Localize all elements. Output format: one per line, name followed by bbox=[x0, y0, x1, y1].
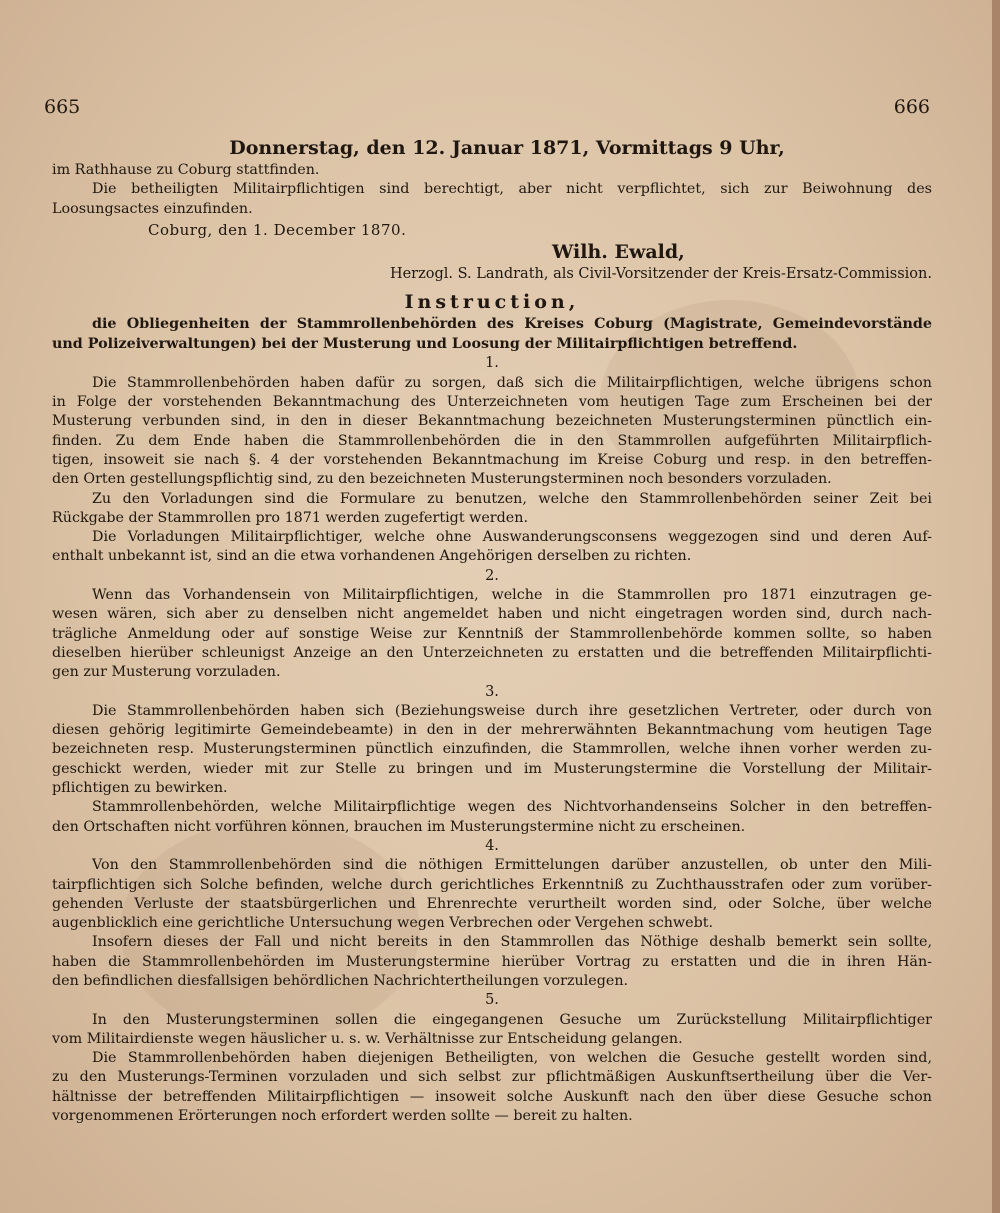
signature-name: Wilh. Ewald, bbox=[552, 241, 685, 264]
announcement-location: im Rathhause zu Coburg stattfinden. bbox=[52, 162, 320, 178]
paragraph-line: den Orten gestellungspflichtig sind, zu den bezeichneten Musterungsterminen noch besonders vorzuladen. bbox=[52, 471, 832, 488]
paragraph-line: Rückgabe der Stammrollen pro 1871 werden zugefertigt werden. bbox=[52, 509, 529, 526]
paragraph-line: Insofern dieses der Fall und nicht bereits in den Stammrollen das Nöthige deshalb bemerkt sein sollte, bbox=[92, 934, 932, 951]
paragraph-line: tairpflichtigen sich Solche befinden, welche durch gerichtliches Erkenntniß zu Zuchthausstrafen oder zum vorüber- bbox=[52, 876, 932, 893]
paragraph-line: Von den Stammrollenbehörden sind die nöthigen Ermittelungen darüber anzustellen, ob unter den Mili- bbox=[92, 857, 932, 874]
paragraph-line: Die Vorladungen Militairpflichtiger, welche ohne Auswanderungsconsens weggezogen sind und deren Auf- bbox=[92, 529, 932, 546]
paragraph-line: haben die Stammrollenbehörden im Musterungstermine hierüber Vortrag zu erstatten und die in ihren Hän- bbox=[52, 953, 932, 970]
document-content bbox=[52, 136, 932, 1126]
instruction-subtitle-line: die Obliegenheiten der Stammrollenbehörden des Kreises Coburg (Magistrate, Gemeindevorstände bbox=[92, 316, 932, 333]
announcement-heading: Donnerstag, den 12. Januar 1871, Vormittags 9 Uhr, bbox=[229, 137, 785, 159]
section-number: 1. bbox=[485, 355, 499, 372]
paragraph-line: Musterung verbunden sind, in den in dieser Bekanntmachung bezeichneten Musterungsterminen pünctlich ein- bbox=[52, 413, 932, 430]
paragraph-line: enthalt unbekannt ist, sind an die etwa vorhandenen Angehörigen derselben zu richten. bbox=[52, 548, 692, 565]
signature-title: Herzogl. S. Landrath, als Civil-Vorsitzender der Kreis-Ersatz-Commission. bbox=[389, 266, 932, 283]
paragraph-line: Wenn das Vorhandensein von Militairpflichtigen, welche in die Stammrollen pro 1871 einzutragen ge- bbox=[92, 587, 932, 604]
paragraph-line: zu den Musterungs-Terminen vorzuladen und sich selbst zur pflichtmäßigen Auskunftsertheilung über die Ver- bbox=[52, 1069, 932, 1086]
announcement-date: Coburg, den 1. December 1870. bbox=[148, 220, 407, 239]
paragraph-line: den Ortschaften nicht vorführen können, brauchen im Musterungstermine nicht zu erscheinen. bbox=[52, 818, 746, 835]
paragraph-line: hältnisse der betreffenden Militairpflichtigen — insoweit solche Auskunft nach den über diese Gesuche schon bbox=[52, 1088, 932, 1105]
paragraph-line: geschickt werden, wieder mit zur Stelle zu bringen und im Musterungstermine die Vorstellung der Militair- bbox=[52, 760, 932, 777]
paragraph-line: bezeichneten resp. Musterungsterminen pünctlich einzufinden, die Stammrollen, welche ihnen vorher werden zu- bbox=[52, 741, 932, 758]
section-number: 3. bbox=[485, 683, 499, 700]
section-number: 4. bbox=[485, 837, 499, 854]
paragraph-line: Zu den Vorladungen sind die Formulare zu benutzen, welche den Stammrollenbehörden seiner Zeit bei bbox=[92, 490, 932, 507]
paragraph-line: wesen wären, sich aber zu denselben nicht angemeldet haben und nicht eingetragen worden sind, durch nach- bbox=[52, 606, 932, 623]
paragraph-line: gen zur Musterung vorzuladen. bbox=[52, 664, 281, 681]
announcement-body-line: Loosungsactes einzufinden. bbox=[52, 200, 253, 217]
paragraph-line: vom Militairdienste wegen häuslicher u. s. w. Verhältnisse zur Entscheidung gelangen. bbox=[52, 1030, 683, 1047]
announcement-body-line: Die betheiligten Militairpflichtigen sind berechtigt, aber nicht verpflichtet, sich zur Beiwohnung des bbox=[92, 181, 932, 198]
instruction-subtitle-line: und Polizeiverwaltungen) bei der Musterung und Loosung der Militairpflichtigen betreffend. bbox=[52, 335, 798, 352]
paragraph-line: Die Stammrollenbehörden haben diejenigen Betheiligten, von welchen die Gesuche gestellt worden sind, bbox=[92, 1050, 932, 1067]
paragraph-line: finden. Zu dem Ende haben die Stammrollenbehörden die in den Stammrollen aufgeführten Militairpflich- bbox=[52, 432, 932, 449]
paragraph-line: in Folge der vorstehenden Bekanntmachung des Unterzeichneten vom heutigen Tage zum Erscheinen bei der bbox=[52, 394, 932, 411]
paragraph-line: gehenden Verluste der staatsbürgerlichen und Ehrenrechte verurtheilt worden sind, oder Solche, über welche bbox=[52, 895, 932, 912]
paragraph-line: diesen gehörig legitimirte Gemeindebeamte) in den in der mehrerwähnten Bekanntmachung vom heutigen Tage bbox=[52, 722, 932, 739]
paragraph-line: pflichtigen zu bewirken. bbox=[52, 780, 228, 797]
paragraph-line: Stammrollenbehörden, welche Militairpflichtige wegen des Nichtvorhandenseins Solcher in den betreffen- bbox=[92, 799, 932, 816]
paragraph-line: trägliche Anmeldung oder auf sonstige Weise zur Kenntniß der Stammrollenbehörde kommen sollte, so haben bbox=[52, 625, 932, 642]
page-number-left: 665 bbox=[44, 96, 81, 118]
section-number: 5. bbox=[485, 992, 499, 1009]
paragraph-line: Die Stammrollenbehörden haben dafür zu sorgen, daß sich die Militairpflichtigen, welche übrigens schon bbox=[92, 374, 932, 391]
instruction-sections bbox=[52, 354, 932, 1126]
paragraph-line: In den Musterungsterminen sollen die eingegangenen Gesuche um Zurückstellung Militairpflichtiger bbox=[92, 1011, 932, 1028]
paragraph-line: den befindlichen diesfallsigen behördlichen Nachrichtertheilungen vorzulegen. bbox=[52, 972, 629, 989]
page-number-right: 666 bbox=[893, 96, 930, 118]
paragraph-line: augenblicklich eine gerichtliche Untersuchung wegen Verbrechen oder Vergehen schwebt. bbox=[52, 915, 714, 932]
paragraph-line: dieselben hierüber schleunigst Anzeige an den Unterzeichneten zu erstatten und die betreffenden Militairpflichti- bbox=[52, 644, 932, 661]
section-number: 2. bbox=[485, 567, 499, 584]
paragraph-line: tigen, insoweit sie nach §. 4 der vorstehenden Bekanntmachung im Kreise Coburg und resp. in den betreffen- bbox=[52, 451, 932, 468]
paragraph-line: vorgenommenen Erörterungen noch erfordert werden sollte — bereit zu halten. bbox=[52, 1108, 633, 1125]
paragraph-line: Die Stammrollenbehörden haben sich (Beziehungsweise durch ihre gesetzlichen Vertreter, oder durch von bbox=[92, 702, 932, 719]
instruction-title: Instruction, bbox=[404, 291, 580, 314]
